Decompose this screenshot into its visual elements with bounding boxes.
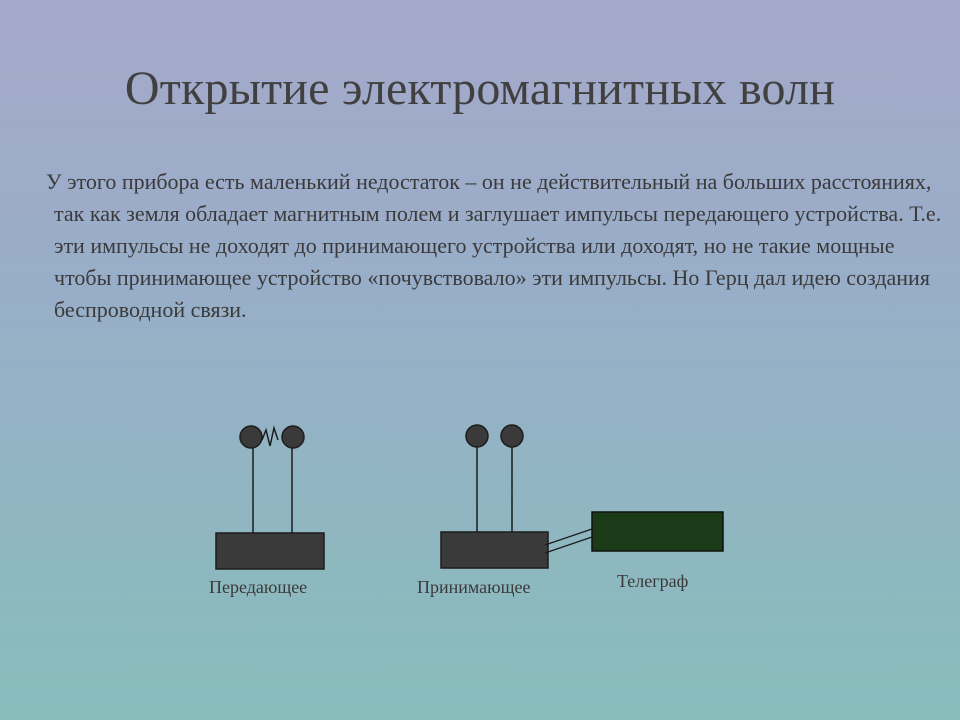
spark-zigzag xyxy=(262,428,278,446)
transmitter-device xyxy=(216,426,324,569)
receiver-label: Принимающее xyxy=(417,577,531,597)
receiver-base xyxy=(441,532,548,568)
receiver-device xyxy=(441,425,548,568)
transmitter-base xyxy=(216,533,324,569)
telegraph-label: Телеграф xyxy=(617,571,689,591)
telegraph-wires xyxy=(545,529,592,553)
slide-title: Открытие электромагнитных волн xyxy=(124,62,836,115)
receiver-right-ball xyxy=(501,425,523,447)
telegraph-wire-upper xyxy=(545,529,592,545)
receiver-left-ball xyxy=(466,425,488,447)
slide-body-text: У этого прибора есть маленький недостаток – он не действительный на больших расстояниях, так как земля обладает магнитным полем и заглушает импульсы передающего устройства. Т.е. эти импульсы не доходят до принимающего устройства или доходят, но не такие мощные чтобы принимающее устройство «почувствовало» эти импульсы. Но Герц дал идею создания беспроводной связи. xyxy=(46,169,942,322)
transmitter-right-ball xyxy=(282,426,304,448)
telegraph-box xyxy=(592,512,723,551)
telegraph-wire-lower xyxy=(545,537,592,553)
transmitter-left-ball xyxy=(240,426,262,448)
transmitter-label: Передающее xyxy=(209,577,308,597)
